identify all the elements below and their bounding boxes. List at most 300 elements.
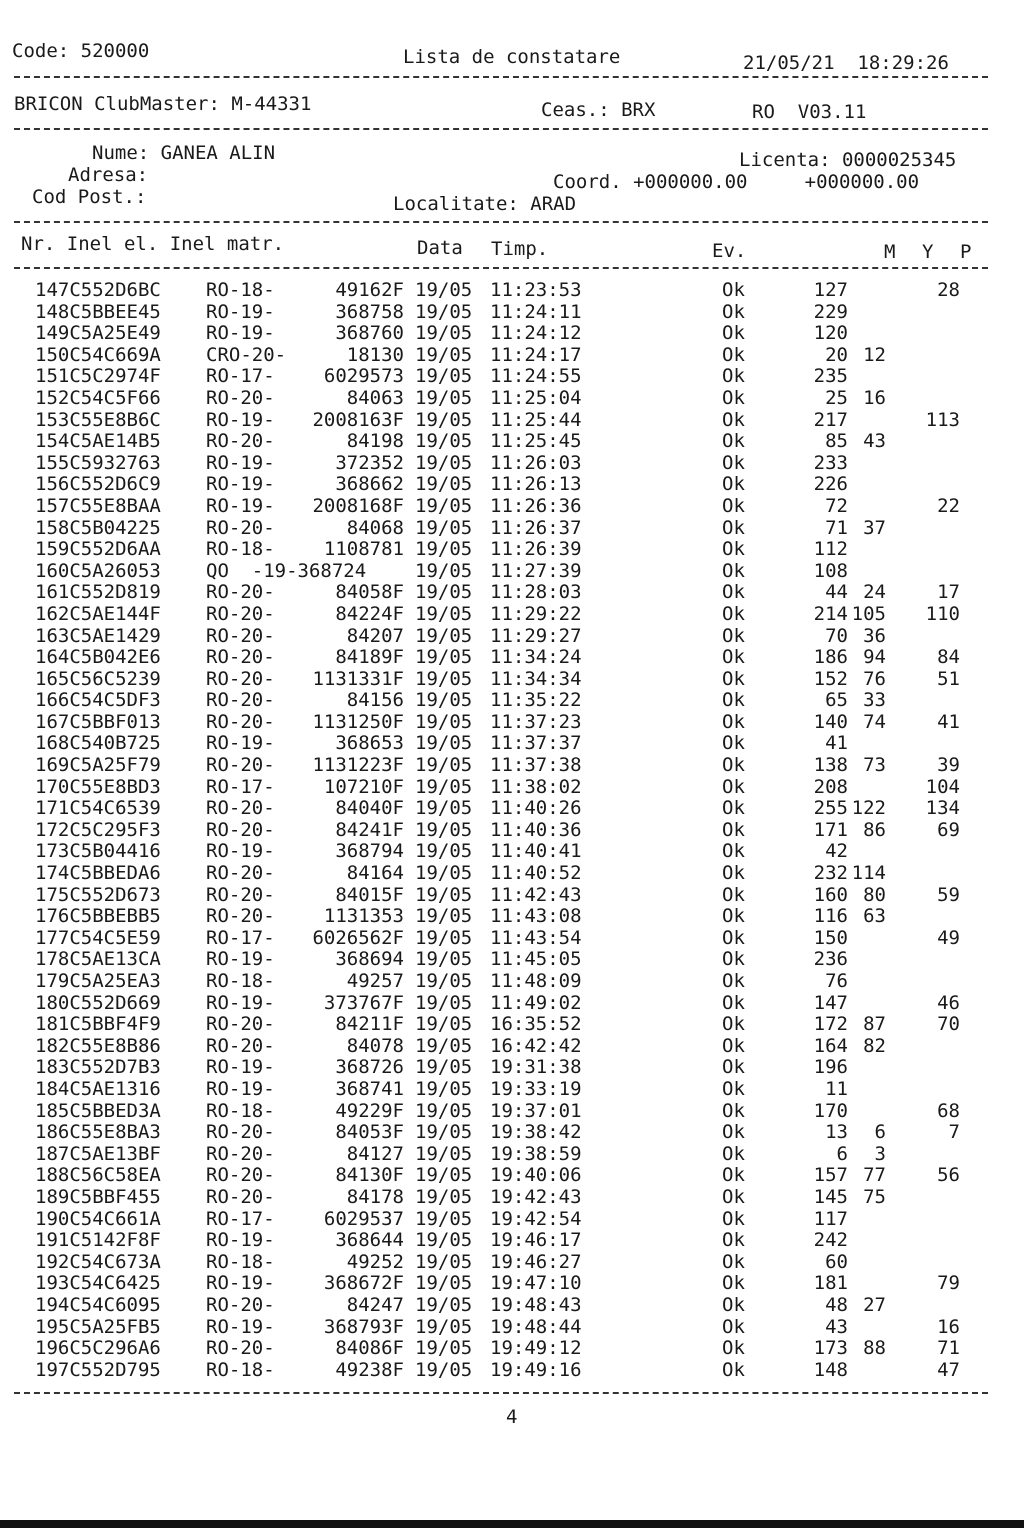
record-date: 19/05 (415, 667, 473, 690)
table-row (0, 1317, 1024, 1339)
record-time: 19:46:17 (490, 1229, 582, 1252)
ring-electronic: 173C5B04416 (35, 840, 161, 863)
ring-series: RO-20- (206, 386, 275, 409)
value-m: 72 (825, 494, 848, 517)
value-m: 71 (825, 516, 848, 539)
ring-number: 368644 (335, 1229, 404, 1252)
record-time: 11:25:45 (490, 430, 582, 453)
col-header-rings: Nr. Inel el. Inel matr. (21, 233, 285, 255)
value-y: 122 (851, 797, 886, 820)
record-event: Ok (722, 905, 745, 928)
value-p: 22 (937, 494, 960, 517)
value-m: 196 (813, 1056, 848, 1079)
value-m: 172 (813, 1013, 848, 1036)
value-y: 33 (863, 689, 886, 712)
record-date: 19/05 (415, 840, 473, 863)
ring-electronic: 149C5A25E49 (35, 322, 161, 345)
value-p: 49 (937, 926, 960, 949)
ring-series: RO-20- (206, 1121, 275, 1144)
record-date: 19/05 (415, 300, 473, 323)
record-date: 19/05 (415, 1034, 473, 1057)
ring-series: RO-20- (206, 689, 275, 712)
table-row (0, 669, 1024, 691)
divider (14, 221, 988, 223)
ring-electronic: 163C5AE1429 (35, 624, 161, 647)
value-m: 147 (813, 991, 848, 1014)
value-m: 13 (825, 1121, 848, 1144)
record-time: 11:29:22 (490, 602, 582, 625)
ring-series: RO-19- (206, 1315, 275, 1338)
value-y: 43 (863, 430, 886, 453)
record-event: Ok (722, 494, 745, 517)
value-m: 208 (813, 775, 848, 798)
record-time: 11:40:36 (490, 818, 582, 841)
table-row (0, 496, 1024, 518)
value-m: 25 (825, 386, 848, 409)
record-time: 11:43:08 (490, 905, 582, 928)
record-date: 19/05 (415, 732, 473, 755)
col-header-time: Timp. (491, 238, 549, 260)
record-time: 11:26:13 (490, 473, 582, 496)
table-row (0, 885, 1024, 907)
ring-number: 49162F (335, 279, 404, 301)
record-event: Ok (722, 732, 745, 755)
record-date: 19/05 (415, 322, 473, 345)
record-event: Ok (722, 883, 745, 906)
ring-number: 1108781 (323, 538, 404, 561)
table-row (0, 820, 1024, 842)
record-date: 19/05 (415, 1099, 473, 1122)
value-m: 160 (813, 883, 848, 906)
divider (14, 267, 988, 269)
table-row (0, 906, 1024, 928)
ring-number: 373767F (323, 991, 404, 1014)
table-row (0, 863, 1024, 885)
report-datetime: 21/05/21 18:29:26 (743, 52, 949, 74)
ring-number: 368741 (335, 1077, 404, 1100)
record-event: Ok (722, 473, 745, 496)
record-event: Ok (722, 991, 745, 1014)
value-m: 65 (825, 689, 848, 712)
value-m: 117 (813, 1207, 848, 1230)
ring-electronic: 197C552D795 (35, 1358, 161, 1381)
record-time: 19:38:42 (490, 1121, 582, 1144)
table-row (0, 604, 1024, 626)
ring-electronic: 180C552D669 (35, 991, 161, 1014)
ring-electronic: 160C5A26053 (35, 559, 161, 582)
record-time: 19:42:43 (490, 1185, 582, 1208)
value-m: 42 (825, 840, 848, 863)
value-m: 236 (813, 948, 848, 971)
record-event: Ok (722, 1185, 745, 1208)
record-event: Ok (722, 667, 745, 690)
table-row (0, 712, 1024, 734)
value-m: 233 (813, 451, 848, 474)
table-row (0, 280, 1024, 302)
records-table (0, 280, 1024, 1381)
value-p: 104 (925, 775, 960, 798)
ring-series: RO-19- (206, 732, 275, 755)
record-date: 19/05 (415, 818, 473, 841)
record-date: 19/05 (415, 581, 473, 604)
ring-electronic: 154C5AE14B5 (35, 430, 161, 453)
record-date: 19/05 (415, 430, 473, 453)
ring-electronic: 147C552D6BC (35, 279, 161, 301)
ring-series: RO-18- (206, 538, 275, 561)
ring-series: RO-18- (206, 279, 275, 301)
record-time: 11:24:11 (490, 300, 582, 323)
record-date: 19/05 (415, 1250, 473, 1273)
divider (14, 128, 988, 130)
ring-electronic: 175C552D673 (35, 883, 161, 906)
ring-number: 1131353 (323, 905, 404, 928)
record-time: 11:27:39 (490, 559, 582, 582)
record-event: Ok (722, 689, 745, 712)
record-event: Ok (722, 559, 745, 582)
record-event: Ok (722, 365, 745, 388)
ring-electronic: 165C56C5239 (35, 667, 161, 690)
ring-series: RO-20- (206, 430, 275, 453)
ring-number: 1131250F (312, 710, 404, 733)
value-m: 20 (825, 343, 848, 366)
ring-number: 84040F (335, 797, 404, 820)
ring-series: RO-19- (206, 948, 275, 971)
value-p: 113 (925, 408, 960, 431)
value-m: 48 (825, 1293, 848, 1316)
ring-number: 368694 (335, 948, 404, 971)
ring-series: RO-19- (206, 451, 275, 474)
record-event: Ok (722, 602, 745, 625)
ring-series: RO-20- (206, 516, 275, 539)
ring-number: 84130F (335, 1164, 404, 1187)
record-event: Ok (722, 1164, 745, 1187)
record-time: 19:42:54 (490, 1207, 582, 1230)
record-date: 19/05 (415, 689, 473, 712)
owner-address: Adresa: (68, 164, 149, 186)
record-event: Ok (722, 300, 745, 323)
ring-series: RO-17- (206, 775, 275, 798)
value-y: 3 (874, 1142, 886, 1165)
record-date: 19/05 (415, 970, 473, 992)
record-date: 19/05 (415, 365, 473, 388)
value-m: 226 (813, 473, 848, 496)
record-event: Ok (722, 1077, 745, 1100)
record-date: 19/05 (415, 408, 473, 431)
record-event: Ok (722, 970, 745, 992)
table-row (0, 1079, 1024, 1101)
record-time: 19:47:10 (490, 1272, 582, 1295)
table-row (0, 647, 1024, 669)
record-date: 19/05 (415, 386, 473, 409)
table-row (0, 928, 1024, 950)
ring-electronic: 157C55E8BAA (35, 494, 161, 517)
value-m: 41 (825, 732, 848, 755)
table-row (0, 690, 1024, 712)
record-date: 19/05 (415, 1315, 473, 1338)
ring-electronic: 181C5BBF4F9 (35, 1013, 161, 1036)
table-row (0, 561, 1024, 583)
record-date: 19/05 (415, 602, 473, 625)
record-date: 19/05 (415, 1207, 473, 1230)
ring-electronic: 159C552D6AA (35, 538, 161, 561)
ring-electronic: 186C55E8BA3 (35, 1121, 161, 1144)
value-m: 186 (813, 646, 848, 669)
record-date: 19/05 (415, 1358, 473, 1381)
record-date: 19/05 (415, 516, 473, 539)
record-event: Ok (722, 1013, 745, 1036)
record-event: Ok (722, 538, 745, 561)
value-y: 114 (851, 862, 886, 885)
ring-number: 1131223F (312, 754, 404, 777)
ring-number: 84156 (346, 689, 404, 712)
ring-series: RO-17- (206, 1207, 275, 1230)
ring-series: RO-18- (206, 1250, 275, 1273)
table-row (0, 345, 1024, 367)
record-date: 19/05 (415, 1337, 473, 1360)
value-p: 41 (937, 710, 960, 733)
table-row (0, 323, 1024, 345)
value-y: 37 (863, 516, 886, 539)
record-event: Ok (722, 1099, 745, 1122)
ring-series: RO-19- (206, 840, 275, 863)
value-p: 84 (937, 646, 960, 669)
ring-series: RO-20- (206, 646, 275, 669)
value-m: 116 (813, 905, 848, 928)
version: RO V03.11 (752, 101, 867, 123)
table-row (0, 410, 1024, 432)
record-date: 19/05 (415, 883, 473, 906)
record-date: 19/05 (415, 1142, 473, 1165)
ring-series: RO-20- (206, 1185, 275, 1208)
ring-electronic: 179C5A25EA3 (35, 970, 161, 992)
record-time: 11:26:03 (490, 451, 582, 474)
table-row (0, 841, 1024, 863)
ring-number: 2008168F (312, 494, 404, 517)
ring-electronic: 189C5BBF455 (35, 1185, 161, 1208)
col-header-date: Data (417, 237, 463, 259)
value-y: 94 (863, 646, 886, 669)
record-event: Ok (722, 862, 745, 885)
value-y: 77 (863, 1164, 886, 1187)
ring-number: 368758 (335, 300, 404, 323)
value-y: 6 (874, 1121, 886, 1144)
ring-number: 368653 (335, 732, 404, 755)
record-time: 11:23:53 (490, 279, 582, 301)
record-date: 19/05 (415, 494, 473, 517)
ring-number: 84211F (335, 1013, 404, 1036)
record-event: Ok (722, 581, 745, 604)
ring-electronic: 152C54C5F66 (35, 386, 161, 409)
record-time: 19:48:43 (490, 1293, 582, 1316)
ring-electronic: 169C5A25F79 (35, 754, 161, 777)
ring-electronic: 190C54C661A (35, 1207, 161, 1230)
record-event: Ok (722, 624, 745, 647)
record-event: Ok (722, 279, 745, 301)
record-time: 19:46:27 (490, 1250, 582, 1273)
ring-electronic: 176C5BBEBB5 (35, 905, 161, 928)
value-y: 36 (863, 624, 886, 647)
record-time: 19:40:06 (490, 1164, 582, 1187)
record-time: 19:49:16 (490, 1358, 582, 1381)
ring-number: 372352 (335, 451, 404, 474)
record-event: Ok (722, 408, 745, 431)
record-event: Ok (722, 840, 745, 863)
ring-series: RO-19- (206, 1056, 275, 1079)
col-header-m: M (884, 241, 896, 263)
record-date: 19/05 (415, 797, 473, 820)
record-date: 19/05 (415, 710, 473, 733)
ring-number: 84015F (335, 883, 404, 906)
value-y: 24 (863, 581, 886, 604)
record-date: 19/05 (415, 1077, 473, 1100)
ring-electronic: 168C540B725 (35, 732, 161, 755)
ring-electronic: 194C54C6095 (35, 1293, 161, 1316)
record-event: Ok (722, 1142, 745, 1165)
ring-electronic: 178C5AE13CA (35, 948, 161, 971)
table-row (0, 1165, 1024, 1187)
value-m: 152 (813, 667, 848, 690)
col-header-p: P (960, 241, 972, 263)
record-time: 11:35:22 (490, 689, 582, 712)
ring-electronic: 177C54C5E59 (35, 926, 161, 949)
value-p: 17 (937, 581, 960, 604)
value-m: 150 (813, 926, 848, 949)
record-date: 19/05 (415, 538, 473, 561)
value-y: 12 (863, 343, 886, 366)
ring-number: 84178 (346, 1185, 404, 1208)
record-date: 19/05 (415, 1293, 473, 1316)
ring-series: RO-18- (206, 1358, 275, 1381)
record-time: 11:42:43 (490, 883, 582, 906)
value-y: 80 (863, 883, 886, 906)
value-m: 112 (813, 538, 848, 561)
record-date: 19/05 (415, 754, 473, 777)
record-date: 19/05 (415, 559, 473, 582)
value-m: 127 (813, 279, 848, 301)
table-row (0, 431, 1024, 453)
record-time: 11:25:04 (490, 386, 582, 409)
ring-series: RO-19- (206, 300, 275, 323)
ring-number: 2008163F (312, 408, 404, 431)
ring-electronic: 184C5AE1316 (35, 1077, 161, 1100)
record-event: Ok (722, 646, 745, 669)
record-date: 19/05 (415, 1121, 473, 1144)
owner-name: Nume: GANEA ALIN (92, 142, 276, 164)
ring-electronic: 196C5C296A6 (35, 1337, 161, 1360)
value-y: 63 (863, 905, 886, 928)
table-row (0, 993, 1024, 1015)
ring-electronic: 195C5A25FB5 (35, 1315, 161, 1338)
ring-electronic: 193C54C6425 (35, 1272, 161, 1295)
record-date: 19/05 (415, 1272, 473, 1295)
ring-number: 84198 (346, 430, 404, 453)
ring-number: 84086F (335, 1337, 404, 1360)
record-event: Ok (722, 1250, 745, 1273)
ring-number: 84224F (335, 602, 404, 625)
record-event: Ok (722, 1121, 745, 1144)
ring-number: 1131331F (312, 667, 404, 690)
ring-series: RO-20- (206, 883, 275, 906)
table-row (0, 1360, 1024, 1382)
value-y: 82 (863, 1034, 886, 1057)
value-p: 70 (937, 1013, 960, 1036)
ring-number: 84053F (335, 1121, 404, 1144)
table-row (0, 518, 1024, 540)
value-p: 7 (948, 1121, 960, 1144)
table-row (0, 1273, 1024, 1295)
record-time: 16:35:52 (490, 1013, 582, 1036)
record-time: 19:33:19 (490, 1077, 582, 1100)
table-row (0, 302, 1024, 324)
value-m: 148 (813, 1358, 848, 1381)
ring-electronic: 182C55E8B86 (35, 1034, 161, 1057)
record-time: 11:26:37 (490, 516, 582, 539)
ring-series: RO-20- (206, 581, 275, 604)
ring-series: RO-17- (206, 365, 275, 388)
record-date: 19/05 (415, 279, 473, 301)
record-time: 11:34:24 (490, 646, 582, 669)
value-m: 229 (813, 300, 848, 323)
ring-series: RO-18- (206, 1099, 275, 1122)
record-event: Ok (722, 797, 745, 820)
record-event: Ok (722, 451, 745, 474)
value-m: 145 (813, 1185, 848, 1208)
record-event: Ok (722, 1315, 745, 1338)
ring-electronic: 191C5142F8F (35, 1229, 161, 1252)
ring-number: 107210F (323, 775, 404, 798)
ring-series: RO-18- (206, 970, 275, 992)
table-row (0, 388, 1024, 410)
record-event: Ok (722, 754, 745, 777)
value-y: 76 (863, 667, 886, 690)
record-time: 11:34:34 (490, 667, 582, 690)
table-row (0, 1187, 1024, 1209)
record-event: Ok (722, 343, 745, 366)
record-event: Ok (722, 1272, 745, 1295)
value-p: 39 (937, 754, 960, 777)
value-p: 69 (937, 818, 960, 841)
table-row (0, 1014, 1024, 1036)
ring-electronic: 192C54C673A (35, 1250, 161, 1273)
scan-edge (0, 1520, 1024, 1528)
ring-series: RO-20- (206, 905, 275, 928)
ring-electronic: 183C552D7B3 (35, 1056, 161, 1079)
ring-series: RO-19- (206, 991, 275, 1014)
table-row (0, 366, 1024, 388)
ring-number: 84241F (335, 818, 404, 841)
table-row (0, 1144, 1024, 1166)
col-header-y: Y (922, 241, 934, 263)
ring-electronic: 151C5C2974F (35, 365, 161, 388)
ring-series: RO-19- (206, 408, 275, 431)
ring-series: RO-19- (206, 322, 275, 345)
ring-electronic: 150C54C669A (35, 343, 161, 366)
record-time: 19:37:01 (490, 1099, 582, 1122)
ring-series: RO-19- (206, 473, 275, 496)
record-date: 19/05 (415, 991, 473, 1014)
record-event: Ok (722, 948, 745, 971)
ring-electronic: 185C5BBED3A (35, 1099, 161, 1122)
ring-number: 368793F (323, 1315, 404, 1338)
ring-number: 84058F (335, 581, 404, 604)
table-row (0, 582, 1024, 604)
record-time: 11:24:17 (490, 343, 582, 366)
value-y: 73 (863, 754, 886, 777)
table-row (0, 1295, 1024, 1317)
value-m: 181 (813, 1272, 848, 1295)
ring-number: 6029537 (323, 1207, 404, 1230)
ring-series: RO-20- (206, 818, 275, 841)
